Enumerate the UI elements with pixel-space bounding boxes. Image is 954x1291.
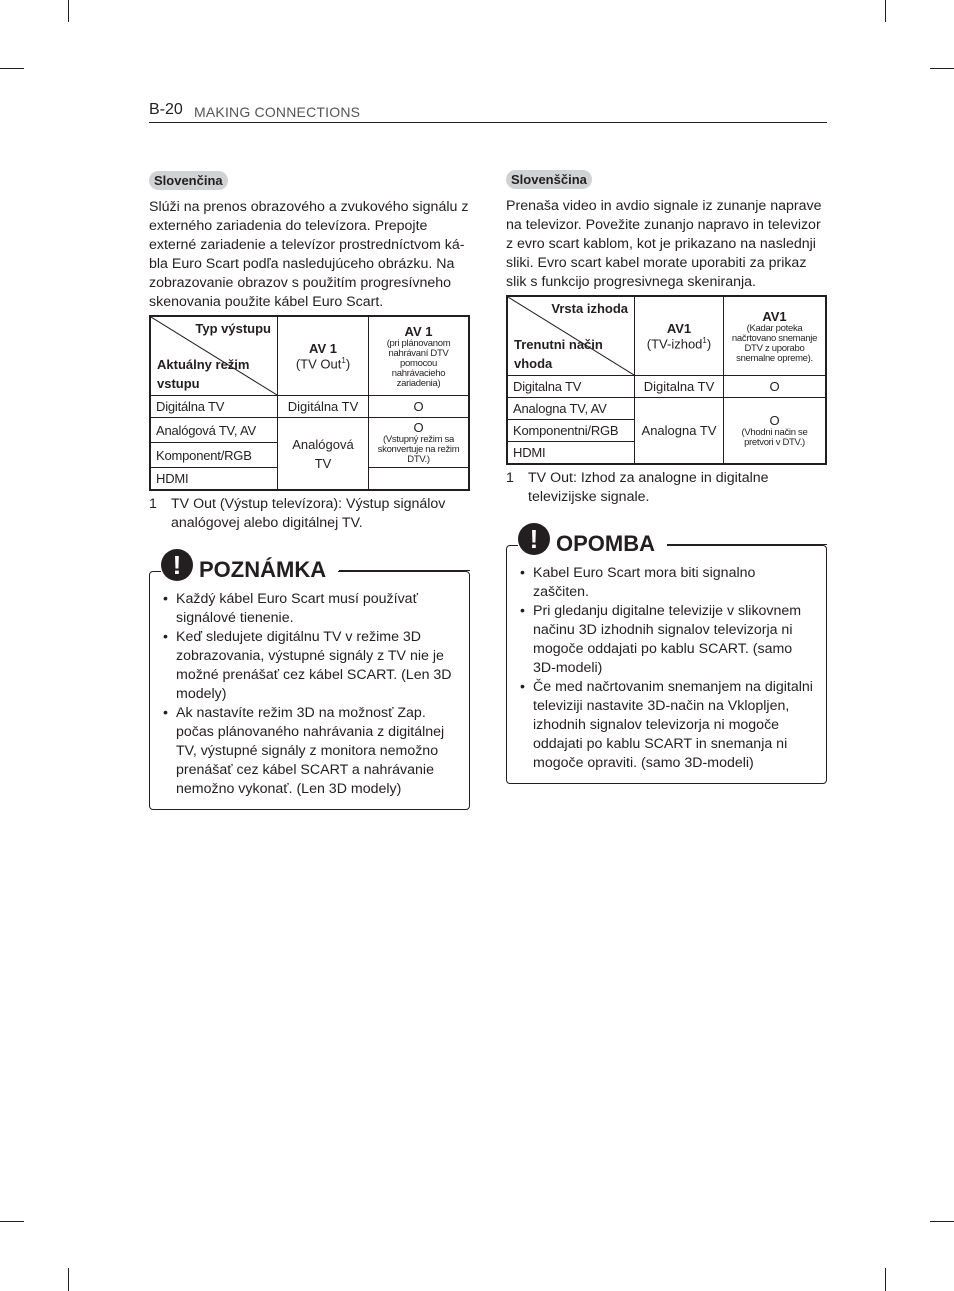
cell-value: O (369, 396, 470, 418)
row-label: Digitálna TV (150, 396, 278, 418)
note-box (506, 524, 827, 784)
left-column (149, 171, 470, 810)
column-subtitle: (TV-izhod (646, 336, 703, 352)
footnote-marker: 1 (341, 355, 346, 365)
merged-cell (635, 398, 724, 465)
column-title: AV 1 (309, 340, 337, 356)
exclamation-icon: ! (161, 549, 193, 581)
crop-mark (930, 1221, 954, 1222)
crop-mark (885, 0, 886, 22)
crop-mark (68, 1268, 69, 1291)
cell-note: (Vstupný režim sa skonvertuje na režim DTV.) (377, 434, 460, 465)
merged-cell (278, 418, 369, 491)
corner-bottom-label: Trenutni način vhoda (514, 337, 603, 371)
merged-cell (724, 398, 827, 465)
exclamation-icon: ! (518, 523, 550, 555)
footnote-text: TV Out (Výstup televízora): Výstup signálov analógovej alebo digitálnej TV. (171, 496, 446, 531)
list-item: • Každý kábel Euro Scart musí používať signálové tienenie. (162, 590, 457, 628)
footnote (506, 469, 827, 507)
table-corner-cell (150, 316, 278, 396)
cell-value: Digitálna TV (278, 396, 369, 418)
note-rule (664, 544, 827, 545)
row-label: Analógová TV, AV (150, 418, 278, 443)
page-header (149, 100, 827, 123)
column-header-av1 (635, 296, 724, 376)
column-header-av1-recording (369, 316, 470, 396)
empty-cell (369, 468, 470, 491)
cell-value: Analogna TV (641, 423, 717, 438)
intro-paragraph: Slúži na prenos obrazového a zvukového signálu z externého zariadenia do televízora. Prepojte externé zariadenie a televízor prostredníctvom ká-bla Euro Scart podľa nasledujúceho obrázku. Na zobrazovanie obrazov s použitím progresívneho skenovania použite kábel Euro Scart. (149, 199, 469, 310)
note-rule (339, 570, 470, 571)
column-note: (pri plánovanom nahrávaní DTV pomocou nahrávacieho zariadenia) (386, 337, 451, 389)
language-badge: Slovenčina (149, 171, 228, 190)
column-subtitle: (TV Out (295, 356, 342, 372)
list-item: • Če med načrtovanim snemanjem na digitalni televiziji nastavite 3D-način na Vklopljen, izhodnih signalov televizorja ni mogoče oddajati po kablu SCART in snemanja ni mogoče opraviti. (samo 3D-modeli) (519, 678, 814, 773)
right-column (506, 170, 827, 784)
cell-value: O (769, 413, 780, 428)
page-number: B-20 (149, 101, 183, 118)
footnote-number: 1 (149, 496, 157, 512)
note-heading (161, 547, 338, 583)
list-item: • Ak nastavíte režim 3D na možnosť Zap. počas plánovaného nahrávania z digitálnej TV, výstupné signály z monitora nemožno prenášať cez kábel SCART a nahrávanie nemožno vykonať. (Len 3D modely) (162, 704, 457, 799)
note-frame (506, 545, 827, 784)
list-item: • Keď sledujete digitálnu TV v režime 3D zobrazovania, výstupné signály z TV nie je možné prenášať cez kábel SCART. (Len 3D modely) (162, 628, 457, 704)
column-title: AV1 (762, 308, 787, 324)
note-title: POZNÁMKA (199, 557, 327, 582)
intro-paragraph: Prenaša video in avdio signale iz zunanje naprave na televizor. Povežite zunanjo napravo in televizor z evro scart kablom, kot je prikazano na naslednji sliki. Evro scart kabel morate uporabiti za prikaz slik s funkcijo progresivnega skeniranja. (506, 198, 822, 290)
row-label: Digitalna TV (507, 376, 635, 398)
column-title: AV1 (666, 320, 692, 336)
corner-top-label: Typ výstupu (195, 321, 271, 336)
row-label: Komponent/RGB (150, 443, 278, 468)
note-list (162, 590, 457, 799)
column-header-av1-recording (724, 296, 827, 376)
note-heading (518, 521, 667, 557)
column-subtitle-close: ) (345, 356, 351, 372)
row-label: HDMI (150, 468, 278, 491)
crop-mark (68, 0, 69, 22)
section-title: MAKING CONNECTIONS (194, 104, 361, 120)
crop-mark (885, 1268, 886, 1291)
merged-cell (369, 418, 470, 468)
footnote-marker: 1 (702, 335, 707, 345)
corner-top-label: Vrsta izhoda (551, 301, 628, 316)
crop-mark (930, 68, 954, 69)
crop-mark (0, 68, 24, 69)
note-list (519, 564, 814, 773)
cell-note: (Vhodni način se pretvori v DTV.) (741, 427, 808, 448)
cell-value: Digitalna TV (635, 376, 724, 398)
language-badge: Slovenščina (506, 170, 592, 189)
column-note: (Kadar poteka načrtovano snemanje DTV z uporabo snemalne opreme). (731, 322, 818, 364)
table-corner-cell (507, 296, 635, 376)
row-label: Analogna TV, AV (507, 398, 635, 420)
row-label: HDMI (507, 442, 635, 465)
column-header-av1 (278, 316, 369, 396)
note-frame (149, 571, 470, 810)
output-table (506, 295, 827, 465)
cell-value: Analógová TV (292, 436, 354, 471)
note-title: OPOMBA (556, 531, 655, 556)
list-item: • Kabel Euro Scart mora biti signalno zaščiten. (519, 564, 814, 602)
cell-value: O (413, 420, 424, 435)
footnote-number: 1 (506, 470, 514, 486)
crop-mark (0, 1221, 24, 1222)
row-label: Komponentni/RGB (507, 420, 635, 442)
list-item: • Pri gledanju digitalne televizije v slikovnem načinu 3D izhodnih signalov televizorja ni mogoče oddajati po kablu SCART. (samo 3D-modeli) (519, 602, 814, 678)
cell-value: O (724, 376, 827, 398)
footnote (149, 495, 470, 533)
column-subtitle-close: ) (706, 336, 712, 352)
corner-bottom-label: Aktuálny režim vstupu (157, 357, 250, 391)
output-table (149, 315, 470, 491)
footnote-text: TV Out: Izhod za analogne in digitalne televizijske signale. (528, 470, 769, 505)
column-title: AV 1 (404, 323, 433, 339)
note-box (149, 550, 470, 810)
